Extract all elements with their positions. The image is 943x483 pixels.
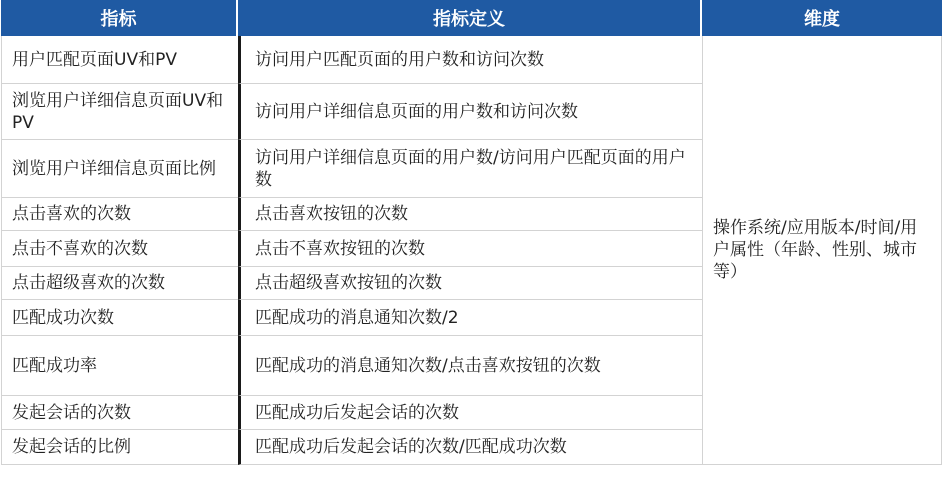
- dimension-cell: 操作系统/应用版本/时间/用户属性（年龄、性别、城市等）: [702, 36, 942, 465]
- metric-cell: 点击超级喜欢的次数: [1, 267, 238, 300]
- header-definition: 指标定义: [238, 0, 702, 36]
- definition-cell: 点击喜欢按钮的次数: [238, 198, 702, 231]
- metric-cell: 发起会话的次数: [1, 396, 238, 430]
- definition-cell: 访问用户详细信息页面的用户数和访问次数: [238, 84, 702, 140]
- definition-cell: 点击不喜欢按钮的次数: [238, 231, 702, 267]
- header-metric: 指标: [1, 0, 238, 36]
- table-header: [1, 0, 942, 36]
- metric-cell: 匹配成功率: [1, 336, 238, 396]
- definition-cell: 匹配成功后发起会话的次数/匹配成功次数: [238, 430, 702, 465]
- definition-cell: 访问用户详细信息页面的用户数/访问用户匹配页面的用户数: [238, 140, 702, 198]
- definition-cell: 匹配成功的消息通知次数/点击喜欢按钮的次数: [238, 336, 702, 396]
- definition-cell: 点击超级喜欢按钮的次数: [238, 267, 702, 300]
- definition-cell: 匹配成功的消息通知次数/2: [238, 300, 702, 336]
- metric-cell: 发起会话的比例: [1, 430, 238, 465]
- metric-cell: 浏览用户详细信息页面UV和PV: [1, 84, 238, 140]
- metric-cell: 点击喜欢的次数: [1, 198, 238, 231]
- definition-cell: 访问用户匹配页面的用户数和访问次数: [238, 36, 702, 84]
- definition-cell: 匹配成功后发起会话的次数: [238, 396, 702, 430]
- table-body: [1, 36, 942, 465]
- metric-cell: 浏览用户详细信息页面比例: [1, 140, 238, 198]
- header-dimension: 维度: [702, 0, 942, 36]
- metric-cell: 匹配成功次数: [1, 300, 238, 336]
- table-row: [1, 36, 942, 84]
- metric-cell: 用户匹配页面UV和PV: [1, 36, 238, 84]
- metric-cell: 点击不喜欢的次数: [1, 231, 238, 267]
- metrics-table: [1, 0, 942, 465]
